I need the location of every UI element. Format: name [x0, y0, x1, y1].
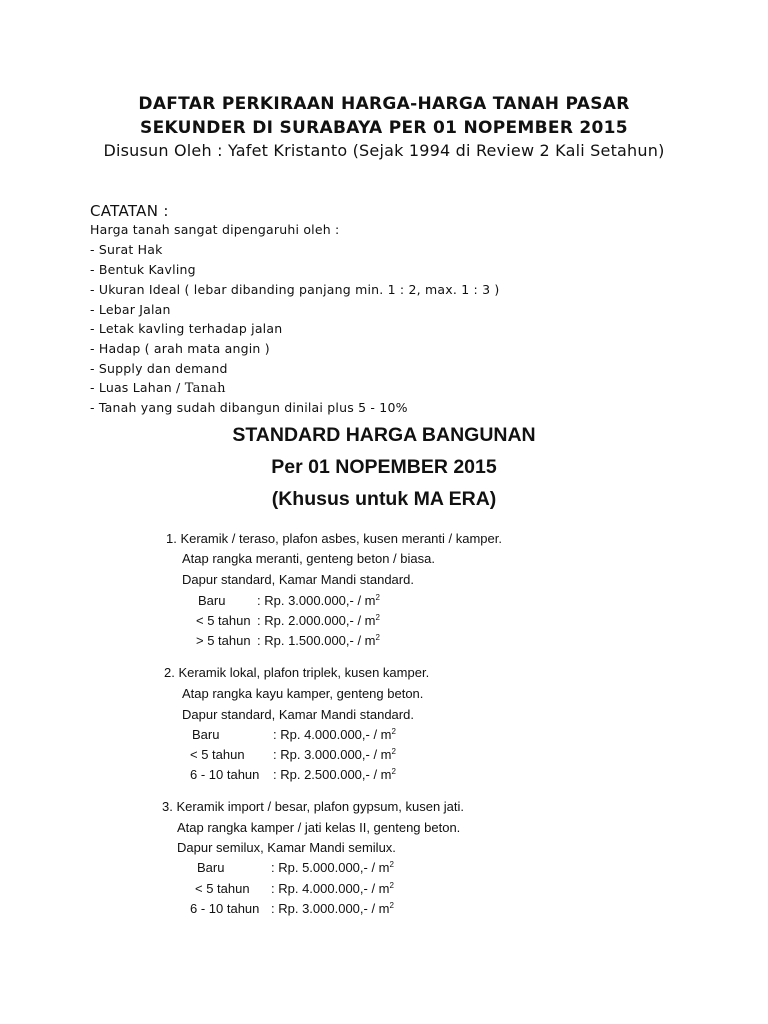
item-desc: Atap rangka kayu kamper, genteng beton.: [182, 686, 424, 701]
price-value: [273, 767, 396, 782]
price-value-text: : Rp. 2.000.000,- / m: [257, 613, 376, 628]
catatan-item: - Bentuk Kavling: [90, 262, 196, 277]
price-value-text: : Rp. 2.500.000,- / m: [273, 767, 392, 782]
unit-superscript: 2: [389, 901, 394, 910]
price-value-text: : Rp. 3.000.000,- / m: [273, 747, 392, 762]
catatan-item: [90, 380, 226, 396]
price-label: Baru: [192, 727, 220, 742]
unit-superscript: 2: [391, 767, 396, 776]
unit-superscript: 2: [375, 633, 380, 642]
price-label: < 5 tahun: [196, 613, 251, 628]
catatan-item-text: - Luas Lahan /: [90, 380, 181, 395]
item-desc: Atap rangka meranti, genteng beton / biasa.: [182, 551, 435, 566]
standard-date: Per 01 NOPEMBER 2015: [271, 456, 497, 478]
item-desc: 3. Keramik import / besar, plafon gypsum, kusen jati.: [162, 799, 465, 814]
unit-superscript: 2: [391, 727, 396, 736]
standard-note: (Khusus untuk MA ERA): [271, 488, 497, 510]
price-value: [257, 593, 380, 608]
price-value: [273, 747, 396, 762]
price-value: [271, 881, 394, 896]
author-line: Disusun Oleh : Yafet Kristanto (Sejak 1994 di Review 2 Kali Setahun): [103, 141, 665, 160]
price-value-text: : Rp. 5.000.000,- / m: [271, 860, 390, 875]
price-value-text: : Rp. 3.000.000,- / m: [271, 901, 390, 916]
price-label: > 5 tahun: [196, 633, 251, 648]
standard-title: STANDARD HARGA BANGUNAN: [232, 424, 536, 446]
price-label: 6 - 10 tahun: [190, 767, 260, 782]
price-label: Baru: [198, 593, 226, 608]
catatan-item: - Surat Hak: [90, 242, 163, 257]
price-value-text: : Rp. 1.500.000,- / m: [257, 633, 376, 648]
price-value-text: : Rp. 4.000.000,- / m: [273, 727, 392, 742]
price-value-text: : Rp. 4.000.000,- / m: [271, 881, 390, 896]
catatan-item: - Letak kavling terhadap jalan: [90, 321, 283, 336]
item-desc: Dapur standard, Kamar Mandi standard.: [182, 572, 414, 587]
price-value: [257, 613, 380, 628]
title-line-2: SEKUNDER DI SURABAYA PER 01 NOPEMBER 2015: [140, 118, 628, 138]
price-value: [257, 633, 380, 648]
unit-superscript: 2: [389, 881, 394, 890]
price-value-text: : Rp. 3.000.000,- / m: [257, 593, 376, 608]
catatan-heading: CATATAN :: [90, 202, 169, 220]
price-label: 6 - 10 tahun: [190, 901, 260, 916]
item-desc: 1. Keramik / teraso, plafon asbes, kusen meranti / kamper.: [166, 531, 502, 546]
unit-superscript: 2: [375, 593, 380, 602]
price-value: [271, 901, 394, 916]
price-value: [271, 860, 394, 875]
price-label: Baru: [197, 860, 225, 875]
item-desc: Dapur standard, Kamar Mandi standard.: [182, 707, 414, 722]
catatan-item: - Supply dan demand: [90, 361, 228, 376]
title-line-1: DAFTAR PERKIRAAN HARGA-HARGA TANAH PASAR: [138, 94, 630, 114]
catatan-item: - Tanah yang sudah dibangun dinilai plus 5 - 10%: [90, 400, 408, 415]
catatan-item-text: Tanah: [180, 381, 226, 396]
unit-superscript: 2: [389, 860, 394, 869]
catatan-item: - Ukuran Ideal ( lebar dibanding panjang min. 1 : 2, max. 1 : 3 ): [90, 282, 500, 297]
item-desc: 2. Keramik lokal, plafon triplek, kusen kamper.: [164, 665, 430, 680]
unit-superscript: 2: [391, 747, 396, 756]
catatan-item: - Hadap ( arah mata angin ): [90, 341, 270, 356]
catatan-intro: Harga tanah sangat dipengaruhi oleh :: [90, 222, 340, 237]
item-desc: Dapur semilux, Kamar Mandi semilux.: [177, 840, 396, 855]
price-label: < 5 tahun: [190, 747, 245, 762]
unit-superscript: 2: [375, 613, 380, 622]
catatan-item: - Lebar Jalan: [90, 302, 171, 317]
price-value: [273, 727, 396, 742]
price-label: < 5 tahun: [195, 881, 250, 896]
item-desc: Atap rangka kamper / jati kelas II, genteng beton.: [177, 820, 461, 835]
